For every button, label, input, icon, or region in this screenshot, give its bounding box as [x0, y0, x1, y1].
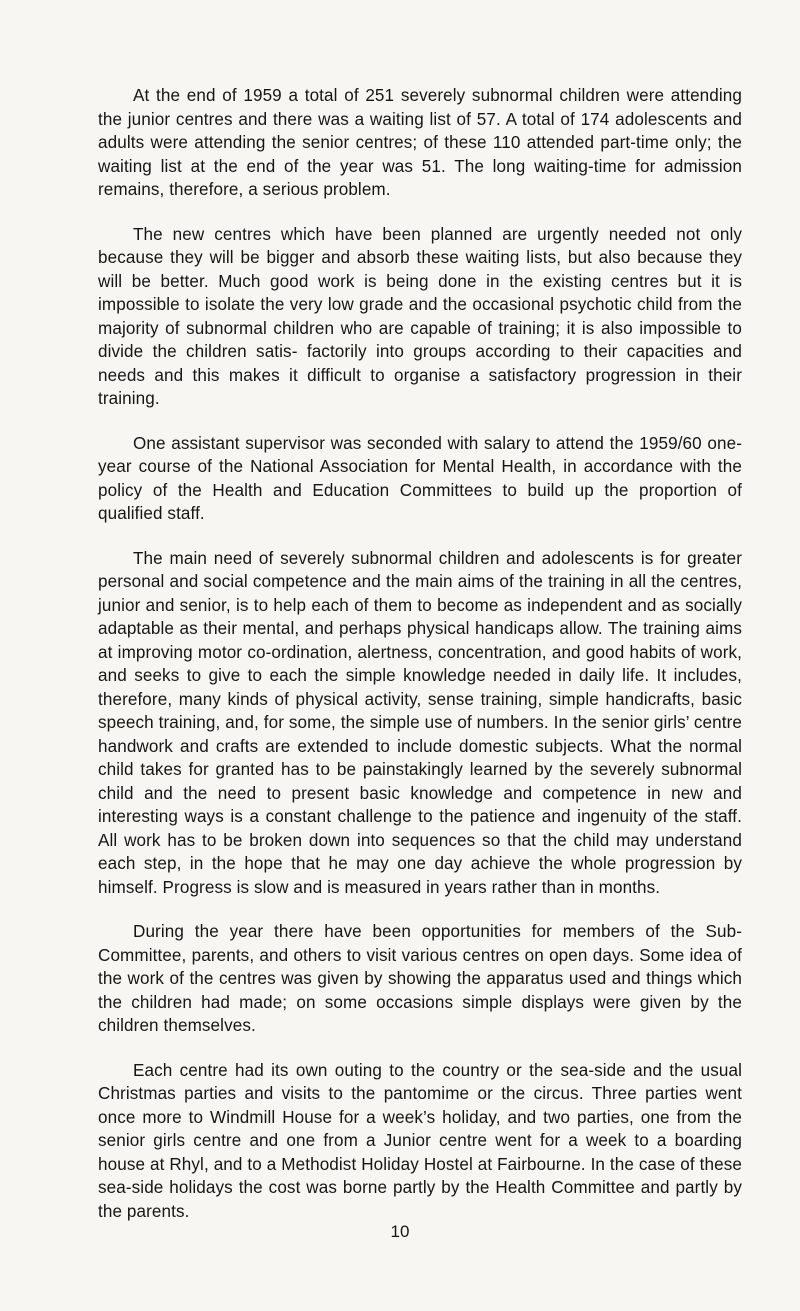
paragraph-new-centres: The new centres which have been planned are urgently needed not only because they will be bigger and absorb these waiting lists, but also because they will be better. Much good work is being done in the existing centres but it is impossible to isolate the very low grade and the occasional psychotic child from the majority of subnormal children who are capable of training; it is also impossible to divide the children satis- factorily into groups according to their capacities and needs and this makes it difficult to organise a satisfactory progression in their training.: [98, 224, 742, 408]
page-number: 10: [390, 1222, 410, 1241]
paragraph-outings-holidays: Each centre had its own outing to the country or the sea-side and the usual Christmas parties and visits to the pantomime or the circus. Three parties went once more to Windmill House for a week’s holiday, and two parties, one from the senior girls centre and one from a Junior centre went for a week to a boarding house at Rhyl, and to a Methodist Holiday Hostel at Fairbourne. In the case of these sea-side holidays the cost was borne partly by the Health Committee and partly by the parents.: [98, 1060, 742, 1221]
paragraph-staff-training: One assistant supervisor was seconded with salary to attend the 1959/60 one-year course of the National Association for Mental Health, in accordance with the policy of the Health and Education Committees to build up the proportion of qualified staff.: [98, 433, 742, 523]
paragraph-open-days: During the year there have been opportunities for members of the Sub-Committee, parents, and others to visit various centres on open days. Some idea of the work of the centres was given by showing the apparatus used and things which the children had made; on some occasions simple displays were given by the children themselves.: [98, 922, 742, 1035]
paragraph-training-aims: The main need of severely subnormal children and adolescents is for greater personal and social competence and the main aims of the training in all the centres, junior and senior, is to help each of them to become as independent and as socially adaptable as their mental, and perhaps physical handicaps allow. The training aims at improving motor co-ordination, alertness, concentration, and good habits of work, and seeks to give to each the simple knowledge needed in daily life. It includes, therefore, many kinds of physical activity, sense training, simple handicrafts, basic speech training, and, for some, the simple use of numbers. In the senior girls’ centre handwork and crafts are extended to include domestic subjects. What the normal child takes for granted has to be painstakingly learned by the severely subnormal child and the need to present basic knowledge and competence in new and interesting ways is a constant challenge to the patience and ingenuity of the staff. All work has to be broken down into sequences so that the child may understand each step, in the hope that he may one day achieve the whole progression by himself. Progress is slow and is measured in years rather than in months.: [98, 548, 742, 897]
paragraph-waiting-lists: At the end of 1959 a total of 251 severely subnormal children were attending the junior centres and there was a waiting list of 57. A total of 174 adolescents and adults were attending the senior centres; of these 110 attended part-time only; the waiting list at the end of the year was 51. The long waiting-time for admission remains, therefore, a serious problem.: [98, 86, 742, 199]
